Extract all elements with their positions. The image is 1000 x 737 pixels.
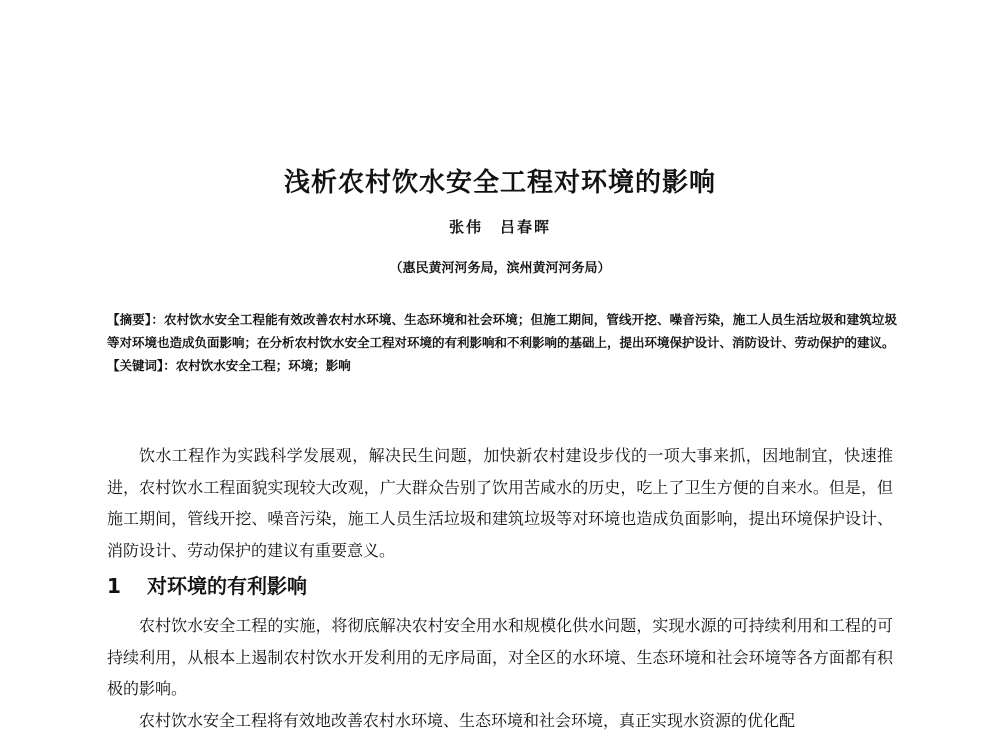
intro-paragraph-block [107,440,893,566]
intro-paragraph: 饮水工程作为实践科学发展观，解决民生问题，加快新农村建设步伐的一项大事来抓，因地制宜，快速推进，农村饮水工程面貌实现较大改观，广大群众告别了饮用苦咸水的历史，吃上了卫生方便的自来水。但是，但施工期间，管线开挖、噪音污染，施工人员生活垃圾和建筑垃圾等对环境也造成负面影响，提出环境保护设计、消防设计、劳动保护的建议有重要意义。 [107,446,893,560]
section-heading [107,570,307,599]
abstract [107,308,897,354]
section-paragraph-block [107,610,893,705]
keywords-label: 【关键词】： [107,358,176,373]
paper-title: 浅析农村饮水安全工程对环境的影响 [283,168,716,198]
affiliation: （惠民黄河河务局，滨州黄河河务局） [389,261,611,276]
section-title: 对环境的有利影响 [147,574,307,598]
abstract-block [107,308,897,377]
section-paragraph-1: 农村饮水安全工程的实施，将彻底解决农村安全用水和规模化供水问题，实现水源的可持续利用和工程的可持续利用，从根本上遏制农村饮水开发利用的无序局面，对全区的水环境、生态环境和社会环境等各方面都有积极的影响。 [107,616,893,698]
abstract-label: 【摘要】： [107,312,164,327]
section-paragraph-2: 农村饮水安全工程将有效地改善农村水环境、生态环境和社会环境，真正实现水资源的优化配 [139,711,796,730]
abstract-text: 农村饮水安全工程能有效改善农村水环境、生态环境和社会环境；但施工期间，管线开挖、噪音污染，施工人员生活垃圾和建筑垃圾等对环境也造成负面影响；在分析农村饮水安全工程对环境的有利影响和不利影响的基础上，提出环境保护设计、消防设计、劳动保护的建议。 [107,312,897,350]
section-paragraph-block-2 [107,705,893,737]
section-number: 1 [107,574,121,598]
keywords-text: 农村饮水安全工程；环境；影响 [175,358,351,373]
authors: 张伟 吕春晖 [448,218,551,236]
keywords [107,354,897,377]
